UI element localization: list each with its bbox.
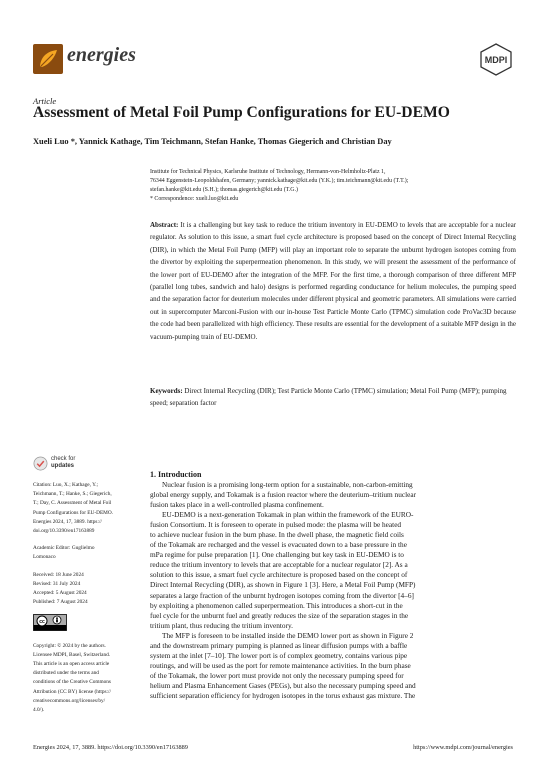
body-line: solution to this issue, a smart fuel cycle architecture is proposed based on the concept of	[150, 570, 408, 580]
body-line: helium and Plasma Enhancement Gases (PEGs), but also the necessary pumping speed and	[150, 680, 416, 690]
copyright-line: Licensee MDPI, Basel, Switzerland.	[33, 651, 111, 658]
sidebar	[33, 455, 139, 715]
copyright-line: Copyright: © 2024 by the authors.	[33, 642, 106, 649]
authors-text: Xueli Luo *, Yannick Kathage, Tim Teichmann, Stefan Hanke, Thomas Giegerich and Christian Day	[33, 137, 392, 146]
page-footer	[33, 744, 513, 751]
body-line: global energy supply, and Tokamak is a fusion reactor where the deuterium–tritium nuclear	[150, 490, 417, 500]
body-line: mPa regime for pulse preparation [1]. One challenging but key task in EU-DEMO is to	[150, 550, 404, 560]
check-for-updates-button[interactable]	[33, 455, 139, 477]
publisher-name: MDPI	[484, 55, 508, 65]
journal-header	[33, 42, 526, 76]
body-line: reduce the tritium inventory to levels that are acceptable for a nuclear regulator [2]. As a	[150, 560, 408, 570]
citation-line: T.; Day, C. Assessment of Metal Foil	[33, 500, 112, 507]
citation-line: Citation: Luo, X.; Kathage, Y.;	[33, 482, 99, 488]
section-heading: 1. Introduction	[150, 470, 202, 479]
updates-label: updates	[51, 463, 75, 469]
check-for-updates-icon	[33, 456, 48, 471]
affiliation-line: stefan.hanke@kit.edu (S.H.); thomas.giegerich@kit.edu (T.G.)	[150, 187, 298, 194]
body-line: routings, and will be used as the port for remote maintenance activities. In the burn phase	[150, 660, 411, 670]
footer-journal-link[interactable]: https://www.mdpi.com/journal/energies	[413, 744, 513, 751]
dates-block	[33, 571, 139, 608]
copyright-line: 4.0/).	[33, 707, 45, 714]
body-line: The MFP is foreseen to be installed inside the DEMO lower port as shown in Figure 2	[162, 630, 414, 640]
body-text	[150, 480, 518, 701]
journal-name[interactable]: energies	[67, 44, 136, 66]
copyright-line: conditions of the Creative Commons	[33, 679, 111, 686]
copyright-line: This article is an open access article	[33, 661, 110, 668]
body-line: sufficient separation efficiency for hydrogen isotopes in the torus exhaust gas mixture. The	[150, 690, 416, 700]
body-line: to achieve nuclear fusion in the burn phase. In the dwell phase, the magnetic field coils	[150, 530, 404, 540]
abstract-label: Abstract:	[150, 221, 179, 229]
mdpi-logo-icon[interactable]	[476, 42, 516, 76]
keywords-text: Direct Internal Recycling (DIR); Test Particle Monte Carlo (TPMC) simulation; Metal Foil Pump (MFP); pumping speed; separation factor	[150, 387, 507, 408]
affiliation-line: Institute for Technical Physics, Karlsruhe Institute of Technology, Hermann-von-Helmholtz-Platz 1,	[150, 169, 386, 175]
body-line: fuel cycle for the unburnt fuel and greatly reduces the size of the separation stages in the	[150, 610, 409, 620]
affiliation	[150, 168, 530, 204]
svg-text:cc: cc	[39, 619, 45, 626]
check-label: check for	[51, 456, 76, 462]
editor-line: Lomonaco	[33, 554, 56, 561]
body-line: by exploiting a phenomenon called superpermeation. This introduces a short-cut in the	[150, 600, 403, 610]
citation-line: Energies 2024, 17, 3889. https://	[33, 518, 102, 525]
paper-title: Assessment of Metal Foil Pump Configurations for EU-DEMO	[33, 104, 450, 121]
citation-line: Pump Configurations for EU-DEMO.	[33, 509, 114, 516]
author-list	[33, 137, 533, 146]
abstract	[150, 219, 516, 343]
body-line: fusion takes place in a well-controlled plasma confinement.	[150, 500, 324, 510]
cc-by-license-icon[interactable]	[33, 614, 67, 631]
body-line: of the Tokamak, the lower port must provide not only the necessary pumping speed for	[150, 670, 404, 680]
footer-citation-link[interactable]: Energies 2024, 17, 3889. https://doi.org/10.3390/en17163889	[33, 744, 188, 751]
energies-logo-icon	[33, 44, 63, 74]
article-type: Article	[33, 96, 57, 106]
body-line: of the Tokamak are recharged and the vessel is evacuated down to a base pressure in the	[150, 540, 407, 550]
abstract-text: It is a challenging but key task to reduce the tritium inventory in EU-DEMO to levels that are acceptable for a nuclear regulator. As solution to this issue, a smart fuel cycle architecture is proposed based on the concept of Direct Internal Recycling (DIR), in which the Metal Foil Pump (MFP) will play an important role to separate the unburnt hydrogen isotopes coming from the divertor by exploiting the superpermeation phenomenon. In this study, we will present the assessment of the performance of the lower port of EU-DEMO after the integration of the MFP. For the first time, a thorough comparison of three different MFP (parallel long tubes, sandwich and halo) designs is performed regarding conductance for helium molecules, the pumping speed and the separation factor for deuterium molecules under different physical and geometric parameters. All simulations were carried out in supercomputer Marconi-Fusion with our in-house Test Particle Monte Carlo (TPMC) simulation code ProVac3D because the code had been parallelized with high efficiency. These results are essential for the development of a suitable MFP design in the vacuum-pumping train of EU-DEMO.	[150, 221, 517, 341]
body-line: EU-DEMO is a next-generation Tokamak in plan within the framework of the EURO-	[162, 510, 414, 520]
body-line: and the downstream primary pumping is planned as linear diffusion pumps with a baffle	[150, 640, 408, 650]
citation-line: Teichmann, T.; Hanke, S.; Giegerich,	[33, 491, 112, 498]
date-received: Received: 18 June 2024	[33, 571, 84, 578]
license-link[interactable]: creativecommons.org/licenses/by/	[33, 697, 106, 704]
body-line: fusion Consortium. It is foreseen to operate in pulsed mode: the plasma will be heated	[150, 520, 402, 530]
keywords-label: Keywords:	[150, 387, 183, 395]
copyright-line: distributed under the terms and	[33, 670, 99, 677]
citation-doi-link[interactable]: doi.org/10.3390/en17163889	[33, 528, 95, 535]
correspondence-line: * Correspondence: xueli.luo@kit.edu	[150, 196, 239, 203]
date-accepted: Accepted: 5 August 2024	[33, 590, 87, 597]
affiliation-line: 76344 Eggenstein-Leopoldshafen, Germany; yannick.kathage@kit.edu (Y.K.); tim.teichmann@kit.edu (T.T.);	[150, 178, 409, 185]
date-published: Published: 7 August 2024	[33, 599, 88, 606]
body-line: tritium plant, thus reducing the tritium inventory.	[150, 620, 294, 630]
citation-block	[33, 481, 139, 536]
editor-line: Academic Editor: Guglielmo	[33, 545, 95, 552]
date-revised: Revised: 31 July 2024	[33, 580, 81, 587]
body-line: system at the inlet [7–10]. The lower port is of complex geometry, contains various pipe	[150, 650, 408, 660]
keywords	[150, 385, 516, 410]
body-line: Nuclear fusion is a promising long-term option for a sustainable, non-carbon-emitting	[162, 480, 413, 489]
copyright-line: Attribution (CC BY) license (https://	[33, 688, 111, 695]
body-line: separates a large fraction of the unburnt hydrogen isotopes coming from the divertor [4–6]	[150, 590, 414, 600]
body-line: Direct Internal Recycling (DIR), as shown in Figure 1 [3]. Here, a Metal Foil Pump (MFP)	[150, 580, 416, 590]
copyright-block	[33, 642, 139, 716]
academic-editor	[33, 544, 139, 562]
